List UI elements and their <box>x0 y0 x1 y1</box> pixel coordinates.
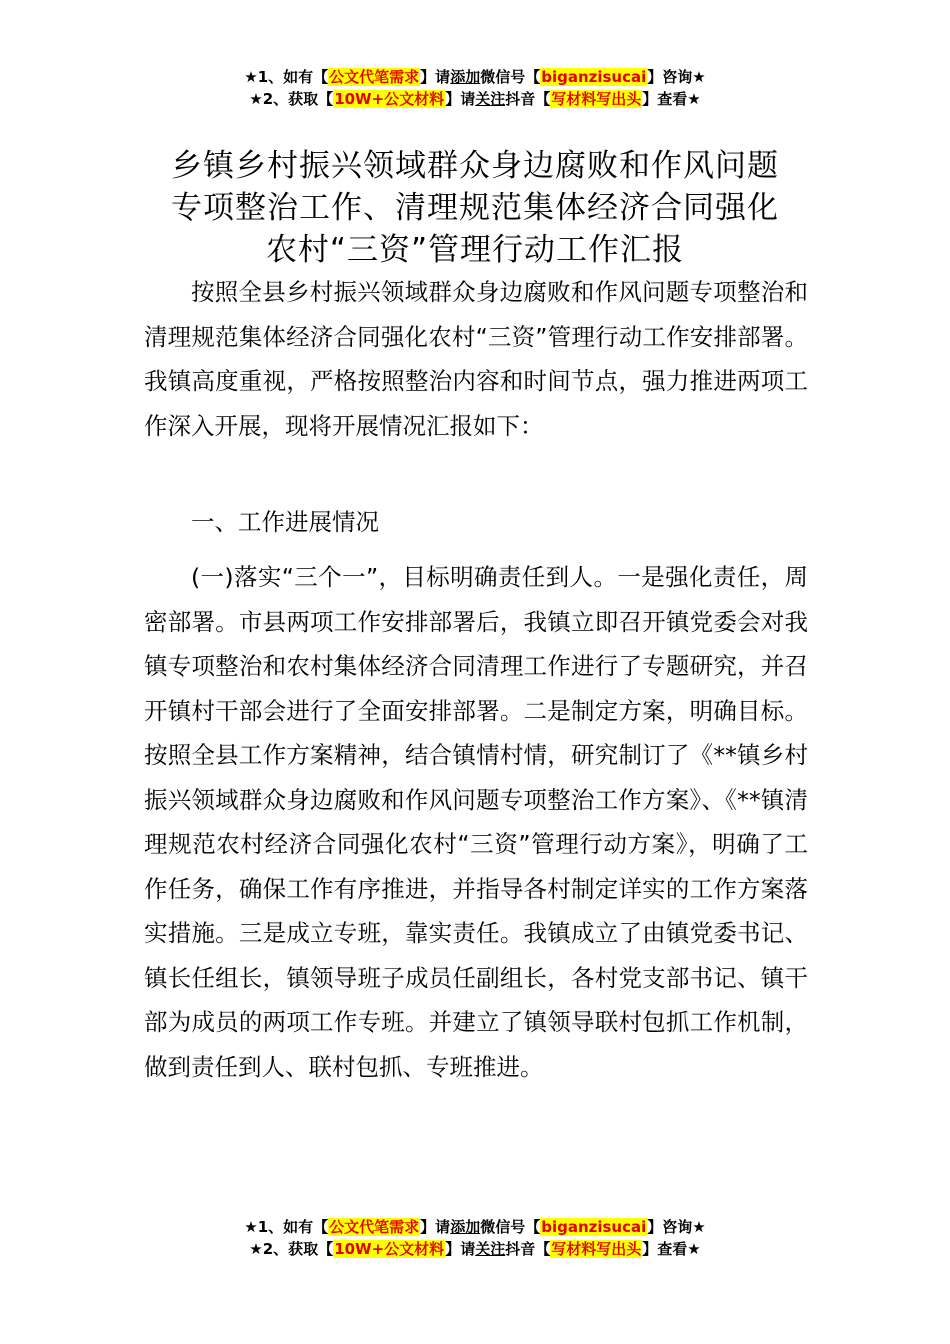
banner-line-2: ★2、获取【10W+公文材料】请关注抖音【写材料写出头】查看★ <box>249 1240 701 1258</box>
section-1-block <box>144 555 808 1089</box>
banner-highlight: 公文代笔需求 <box>329 1218 420 1236</box>
title-line: 农村“三资”管理行动工作汇报 <box>265 231 685 268</box>
section-heading: 一、工作进展情况 <box>191 508 379 536</box>
title-line: 专项整治工作、清理规范集体经济合同强化 <box>171 189 779 226</box>
title-line: 乡镇乡村振兴领域群众身边腐败和作风问题 <box>171 147 779 184</box>
banner-line-1: ★1、如有【公文代笔需求】请添加微信号【biganzisucai】咨询★ <box>244 1218 706 1236</box>
document-title <box>100 145 850 271</box>
banner-highlight: biganzisucai <box>541 1218 647 1236</box>
intro-paragraph: 按照全县乡村振兴领域群众身边腐败和作风问题专项整治和清理规范集体经济合同强化农村“三资”管理行动工作安排部署。我镇高度重视，严格按照整治内容和时间节点，强力推进两项工作深入开展，现将开展情况汇报如下： <box>144 278 808 440</box>
banner-highlight: 10W+公文材料 <box>334 1240 445 1258</box>
banner-highlight: 写材料写出头 <box>551 1240 642 1258</box>
banner-highlight: 公文代笔需求 <box>329 68 420 86</box>
banner-highlight: biganzisucai <box>541 68 647 86</box>
bottom-banner <box>0 1216 950 1260</box>
section-heading-block <box>144 500 808 545</box>
banner-highlight: 10W+公文材料 <box>334 90 445 108</box>
banner-highlight: 写材料写出头 <box>551 90 642 108</box>
banner-line-1: ★1、如有【公文代笔需求】请添加微信号【biganzisucai】咨询★ <box>244 68 706 86</box>
section-1-paragraph: (一)落实“三个一”，目标明确责任到人。一是强化责任，周密部署。市县两项工作安排部署后，我镇立即召开镇党委会对我镇专项整治和农村集体经济合同清理工作进行了专题研究，并召开镇村干部会进行了全面安排部署。二是制定方案，明确目标。按照全县工作方案精神，结合镇情村情，研究制订了《**镇乡村振兴领域群众身边腐败和作风问题专项整治工作方案》、《**镇清理规范农村经济合同强化农村“三资”管理行动方案》，明确了工作任务，确保工作有序推进，并指导各村制定详实的工作方案落实措施。三是成立专班，靠实责任。我镇成立了由镇党委书记、镇长任组长，镇领导班子成员任副组长，各村党支部书记、镇干部为成员的两项工作专班。并建立了镇领导联村包抓工作机制，做到责任到人、联村包抓、专班推进。 <box>144 563 808 1081</box>
banner-line-2: ★2、获取【10W+公文材料】请关注抖音【写材料写出头】查看★ <box>249 90 701 108</box>
top-banner <box>0 66 950 110</box>
intro-block <box>144 270 808 448</box>
